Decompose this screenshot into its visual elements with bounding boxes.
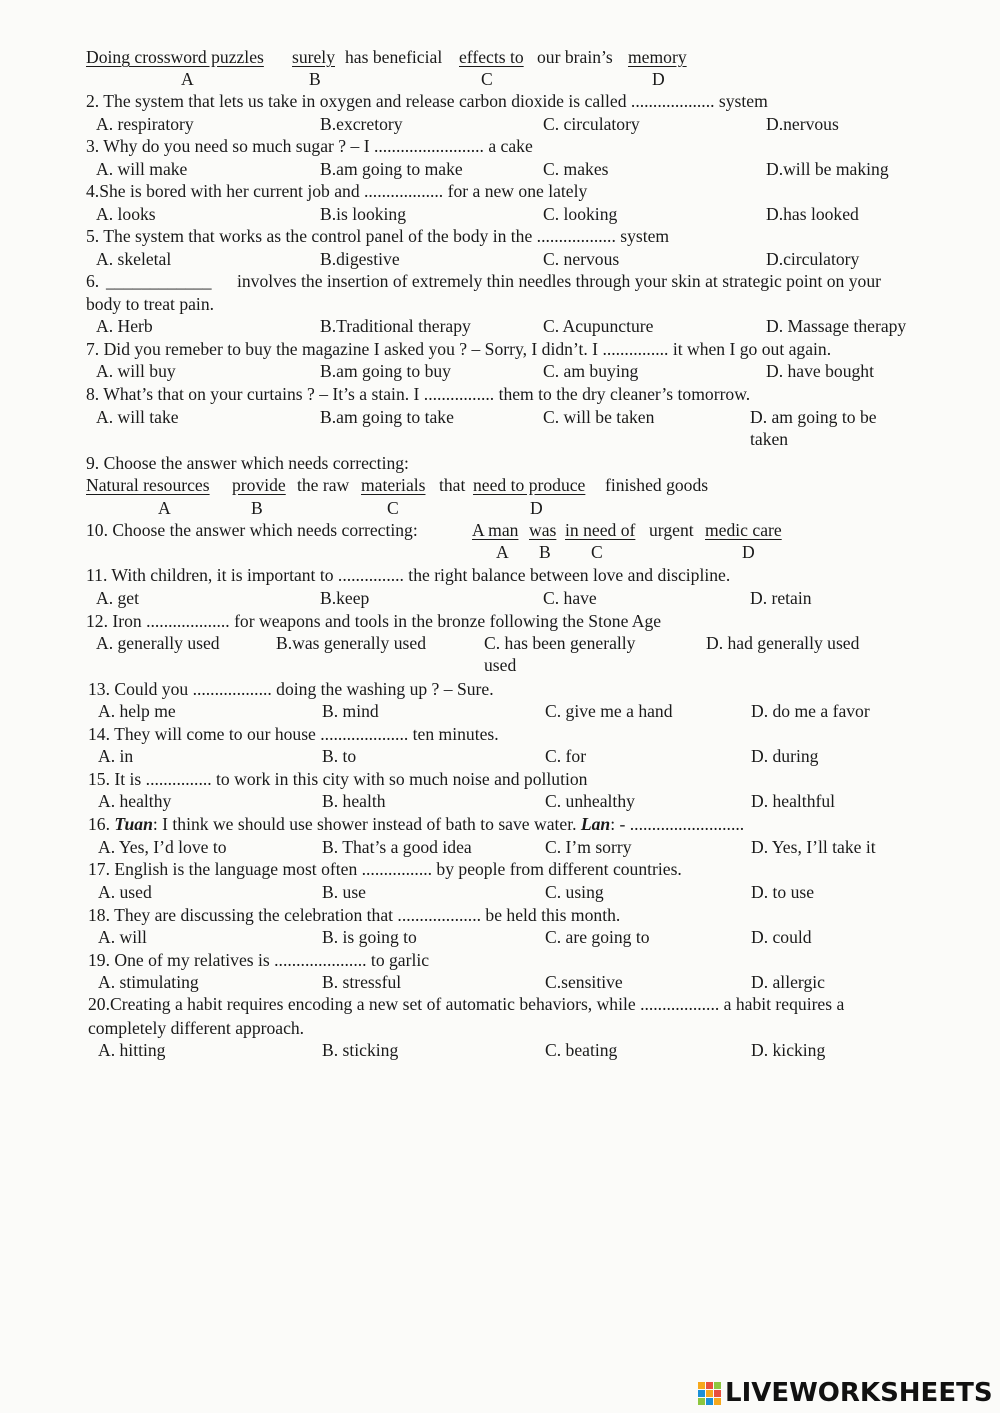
q12-option-b[interactable]: B.was generally used [276,633,426,653]
q12-stem-text: 12. Iron ................... for weapons and tools in the bronze following the Stone Age [86,611,662,631]
q3-option-a[interactable]: A. will make [96,159,188,179]
q11-stem-text: 11. With children, it is important to ............... the right balance between love and discipline. [86,565,731,585]
q8-stem-text: 8. What’s that on your curtains ? – It’s a stain. I ................ them to the dry cleaner’s tomorrow. [86,384,751,404]
q7-stem [0,338,1000,361]
q16-speaker-tuan: Tuan [114,814,153,834]
q16-speaker-lan: Lan [580,814,611,834]
q13-stem [0,678,1000,701]
q16-option-b[interactable]: B. That’s a good idea [322,837,472,857]
q2-option-a[interactable]: A. respiratory [96,114,194,134]
q1-letter-d: D [652,69,665,89]
q9-stem-text: 9. Choose the answer which needs correcting: [86,453,409,473]
q16-stem-post: : - .......................... [610,814,745,834]
q1-part-d[interactable]: memory [628,47,687,67]
q8-option-a[interactable]: A. will take [96,407,179,427]
q10-part-a[interactable]: A man [472,520,519,540]
q16-stem [0,813,1000,836]
q8-option-c[interactable]: C. will be taken [543,407,655,427]
q1-letter-a: A [181,69,194,89]
q3-option-d[interactable]: D.will be making [766,159,889,179]
q8-option-d-line2 [0,428,1000,451]
q13-option-d[interactable]: D. do me a favor [751,701,870,721]
q14-option-a[interactable]: A. in [98,746,134,766]
q20-option-d[interactable]: D. kicking [751,1040,826,1060]
q2-stem-text: 2. The system that lets us take in oxygen and release carbon dioxide is called ................... system [86,91,768,111]
q9-stem [0,452,1000,475]
q13-option-a[interactable]: A. help me [98,701,176,721]
q19-option-c[interactable]: C.sensitive [545,972,623,992]
q9-letter-d: D [530,498,543,518]
q6-option-c[interactable]: C. Acupuncture [543,316,654,336]
q2-option-d[interactable]: D.nervous [766,114,839,134]
q7-option-b[interactable]: B.am going to buy [320,361,451,381]
q11-option-c[interactable]: C. have [543,588,597,608]
q19-stem-text: 19. One of my relatives is ..................... to garlic [88,950,430,970]
q9-letter-b: B [251,498,263,518]
q15-stem [0,768,1000,791]
q6-option-d[interactable]: D. Massage therapy [766,316,907,336]
q15-stem-text: 15. It is ............... to work in this city with so much noise and pollution [88,769,588,789]
q12-option-a[interactable]: A. generally used [96,633,220,653]
q20-stem-text-2: completely different approach. [88,1018,305,1038]
q17-option-b[interactable]: B. use [322,882,366,902]
q10-letter-b: B [539,542,551,562]
q6-stem [0,270,1000,293]
q7-option-c[interactable]: C. am buying [543,361,639,381]
q8-option-d[interactable]: D. am going to be [750,407,877,427]
q5-option-a[interactable]: A. skeletal [96,249,172,269]
q12-option-c-line2 [0,654,1000,677]
q2-stem [0,90,1000,113]
q10-letter-d: D [742,542,755,562]
q13-stem-text: 13. Could you .................. doing the washing up ? – Sure. [88,679,494,699]
q1-part-b[interactable]: surely [292,47,335,67]
q4-options [0,203,1000,226]
q1-part-c[interactable]: effects to [459,47,524,67]
q15-option-d[interactable]: D. healthful [751,791,836,811]
q5-option-b[interactable]: B.digestive [320,249,400,269]
q4-option-a[interactable]: A. looks [96,204,156,224]
q12-options [0,632,1000,655]
q20-option-a[interactable]: A. hitting [98,1040,166,1060]
q18-stem [0,904,1000,927]
q4-option-d[interactable]: D.has looked [766,204,859,224]
q6-stem-text-2: body to treat pain. [86,294,215,314]
q2-option-c[interactable]: C. circulatory [543,114,640,134]
q7-option-a[interactable]: A. will buy [96,361,176,381]
q7-stem-text: 7. Did you remeber to buy the magazine I asked you ? – Sorry, I didn’t. I ............... it when I go out again. [86,339,832,359]
q6-options [0,315,1000,338]
q15-options [0,790,1000,813]
q1-text: has beneficial [345,47,443,67]
q7-option-d[interactable]: D. have bought [766,361,874,381]
q6-option-b[interactable]: B.Traditional therapy [320,316,471,336]
q2-option-b[interactable]: B.excretory [320,114,403,134]
q12-option-d[interactable]: D. had generally used [706,633,860,653]
q20-stem [0,993,1000,1016]
q20-option-c[interactable]: C. beating [545,1040,618,1060]
q10-letters [0,541,1000,564]
q1-part-a[interactable]: Doing crossword puzzles [86,47,264,67]
q13-option-b[interactable]: B. mind [322,701,379,721]
q6-option-a[interactable]: A. Herb [96,316,153,336]
q8-options [0,406,1000,429]
q4-stem-text: 4.She is bored with her current job and .................. for a new one lately [86,181,588,201]
q17-stem [0,858,1000,881]
q16-options [0,836,1000,859]
q16-stem-text [88,813,744,836]
q17-options [0,881,1000,904]
q13-option-c[interactable]: C. give me a hand [545,701,673,721]
q16-stem-mid: : I think we should use shower instead of bath to save water. [152,814,581,834]
q11-stem [0,564,1000,587]
q10-text: urgent [649,520,694,540]
q18-option-a[interactable]: A. will [98,927,147,947]
q16-option-d[interactable]: D. Yes, I’ll take it [751,837,876,857]
q9-letters [0,497,1000,520]
q5-stem-text: 5. The system that works as the control panel of the body in the .................. system [86,226,670,246]
q10-part-d[interactable]: medic care [705,520,782,540]
q1-sentence [0,46,1000,69]
q3-option-b[interactable]: B.am going to make [320,159,463,179]
q11-option-d[interactable]: D. retain [750,588,812,608]
q5-options [0,248,1000,271]
q10-stem-text: 10. Choose the answer which needs correcting: [86,520,418,540]
q14-stem [0,723,1000,746]
q6-number: 6. [86,271,100,291]
q3-option-c[interactable]: C. makes [543,159,609,179]
q10-part-c[interactable]: in need of [565,520,636,540]
q3-stem-text: 3. Why do you need so much sugar ? – I ......................... a cake [86,136,533,156]
q17-stem-text: 17. English is the language most often ................ by people from different countries. [88,859,682,879]
q9-letter-c: C [387,498,399,518]
q11-option-a[interactable]: A. get [96,588,139,608]
q10-stem [0,519,1000,542]
q12-option-c[interactable]: C. has been generally [484,633,636,653]
q14-option-c[interactable]: C. for [545,746,587,766]
q10-letter-c: C [591,542,603,562]
q17-option-d[interactable]: D. to use [751,882,815,902]
q15-option-a[interactable]: A. healthy [98,791,172,811]
q18-stem-text: 18. They are discussing the celebration that ................... be held this month. [88,905,621,925]
q9-part-a[interactable]: Natural resources [86,475,210,495]
q8-stem [0,383,1000,406]
q1-letter-c: C [481,69,493,89]
q19-options [0,971,1000,994]
q20-options [0,1039,1000,1062]
q9-part-d[interactable]: need to produce [473,475,586,495]
q9-sentence [0,474,1000,497]
q1-text-2: our brain’s [537,47,613,67]
q16-option-c[interactable]: C. I’m sorry [545,837,632,857]
q3-options [0,158,1000,181]
q20-option-b[interactable]: B. sticking [322,1040,399,1060]
q18-option-d[interactable]: D. could [751,927,812,947]
liveworksheets-watermark [698,1376,998,1410]
q6-stem-line2 [0,293,1000,316]
q3-stem [0,135,1000,158]
q6-blank[interactable]: ____________ [106,271,212,291]
q15-option-c[interactable]: C. unhealthy [545,791,635,811]
liveworksheets-logo-icon [698,1382,721,1405]
liveworksheets-brand-text: LIVEWORKSHEETS [725,1378,993,1408]
q17-option-c[interactable]: C. using [545,882,604,902]
q13-options [0,700,1000,723]
q9-letter-a: A [158,498,171,518]
q19-option-a[interactable]: A. stimulating [98,972,199,992]
q17-option-a[interactable]: A. used [98,882,152,902]
q4-stem [0,180,1000,203]
q11-option-b[interactable]: B.keep [320,588,370,608]
q12-option-c-cont[interactable]: used [484,655,517,675]
q14-options [0,745,1000,768]
q18-option-b[interactable]: B. is going to [322,927,417,947]
q20-stem-line2 [0,1017,1000,1040]
q19-stem [0,949,1000,972]
q18-options [0,926,1000,949]
q16-number: 16. [88,814,115,834]
q9-part-c[interactable]: materials [361,475,426,495]
q4-option-c[interactable]: C. looking [543,204,618,224]
q11-options [0,587,1000,610]
q8-option-b[interactable]: B.am going to take [320,407,454,427]
q19-option-d[interactable]: D. allergic [751,972,825,992]
q9-part-b[interactable]: provide [232,475,286,495]
q14-stem-text: 14. They will come to our house .................... ten minutes. [88,724,499,744]
q5-stem [0,225,1000,248]
q8-option-d-cont[interactable]: taken [750,429,789,449]
q19-option-b[interactable]: B. stressful [322,972,402,992]
q2-options [0,113,1000,136]
q9-text: the raw [297,475,350,495]
q5-option-c[interactable]: C. nervous [543,249,620,269]
q20-stem-text: 20.Creating a habit requires encoding a new set of automatic behaviors, while .................. a habit requires a [88,994,845,1014]
q6-stem-text: involves the insertion of extremely thin needles through your skin at strategic point on your [237,271,881,291]
q14-option-b[interactable]: B. to [322,746,357,766]
q9-text-3: finished goods [605,475,709,495]
q18-option-c[interactable]: C. are going to [545,927,650,947]
q1-letter-b: B [309,69,321,89]
q4-option-b[interactable]: B.is looking [320,204,407,224]
q15-option-b[interactable]: B. health [322,791,386,811]
q5-option-d[interactable]: D.circulatory [766,249,860,269]
q10-letter-a: A [496,542,509,562]
q9-text-2: that [439,475,466,495]
q10-part-b[interactable]: was [529,520,557,540]
q16-option-a[interactable]: A. Yes, I’d love to [98,837,227,857]
q14-option-d[interactable]: D. during [751,746,819,766]
q7-options [0,360,1000,383]
q12-stem [0,610,1000,633]
q1-letters [0,68,1000,91]
